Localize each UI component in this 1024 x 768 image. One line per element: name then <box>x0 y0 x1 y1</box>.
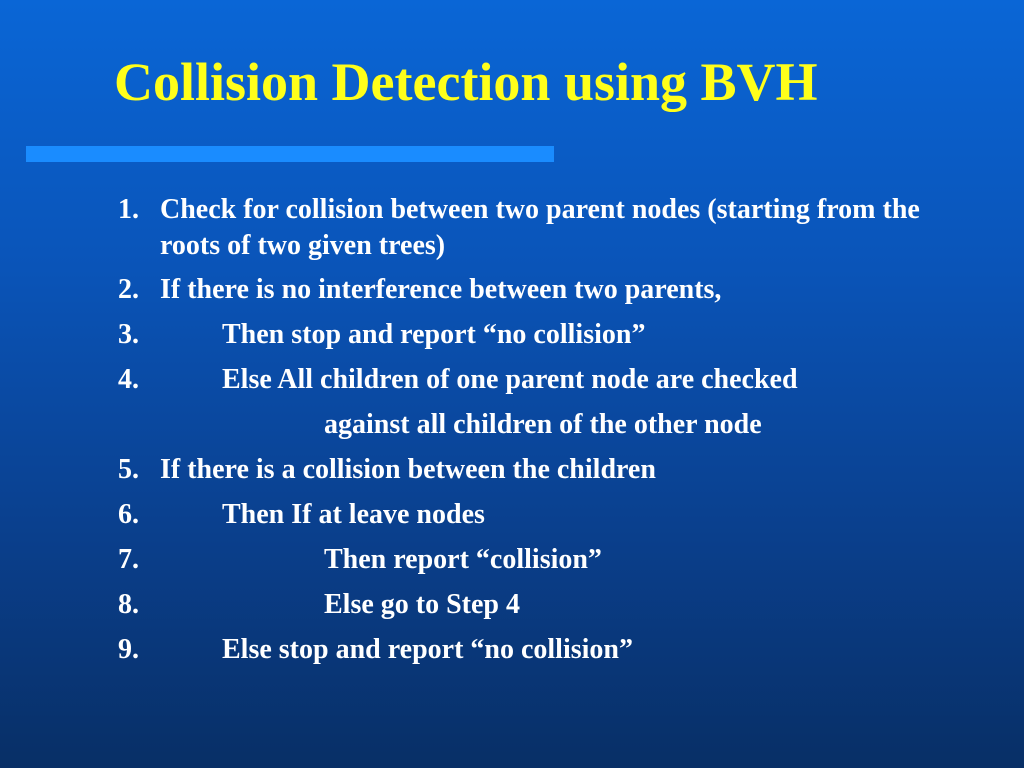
step-text: Else All children of one parent node are checked <box>222 364 798 395</box>
step-continuation <box>118 407 998 452</box>
step-number: 2. <box>118 274 139 305</box>
step-item <box>118 632 998 677</box>
step-item <box>118 452 998 497</box>
step-item <box>118 497 998 542</box>
steps-list <box>118 192 998 677</box>
step-text: If there is a collision between the children <box>160 454 656 485</box>
step-text: If there is no interference between two parents, <box>160 274 722 305</box>
step-number: 3. <box>118 319 139 350</box>
step-text <box>160 192 960 264</box>
step-text-content: Check for collision between two parent nodes (starting from the roots of two given trees) <box>160 194 920 261</box>
step-item <box>118 192 998 272</box>
step-number: 1. <box>118 194 139 225</box>
step-text: Else stop and report “no collision” <box>222 634 633 665</box>
step-text: Else go to Step 4 <box>324 589 520 620</box>
step-item <box>118 542 998 587</box>
step-number: 8. <box>118 589 139 620</box>
step-item <box>118 317 998 362</box>
step-text: Then If at leave nodes <box>222 499 485 530</box>
step-number: 5. <box>118 454 139 485</box>
step-text: Then report “collision” <box>324 544 602 575</box>
step-item <box>118 272 998 317</box>
step-number: 7. <box>118 544 139 575</box>
step-number: 9. <box>118 634 139 665</box>
slide-title: Collision Detection using BVH <box>114 52 818 112</box>
title-underline-bar <box>26 146 554 162</box>
step-item <box>118 362 998 407</box>
step-number: 6. <box>118 499 139 530</box>
step-text: against all children of the other node <box>324 409 762 440</box>
step-text: Then stop and report “no collision” <box>222 319 646 350</box>
step-item <box>118 587 998 632</box>
step-number: 4. <box>118 364 139 395</box>
